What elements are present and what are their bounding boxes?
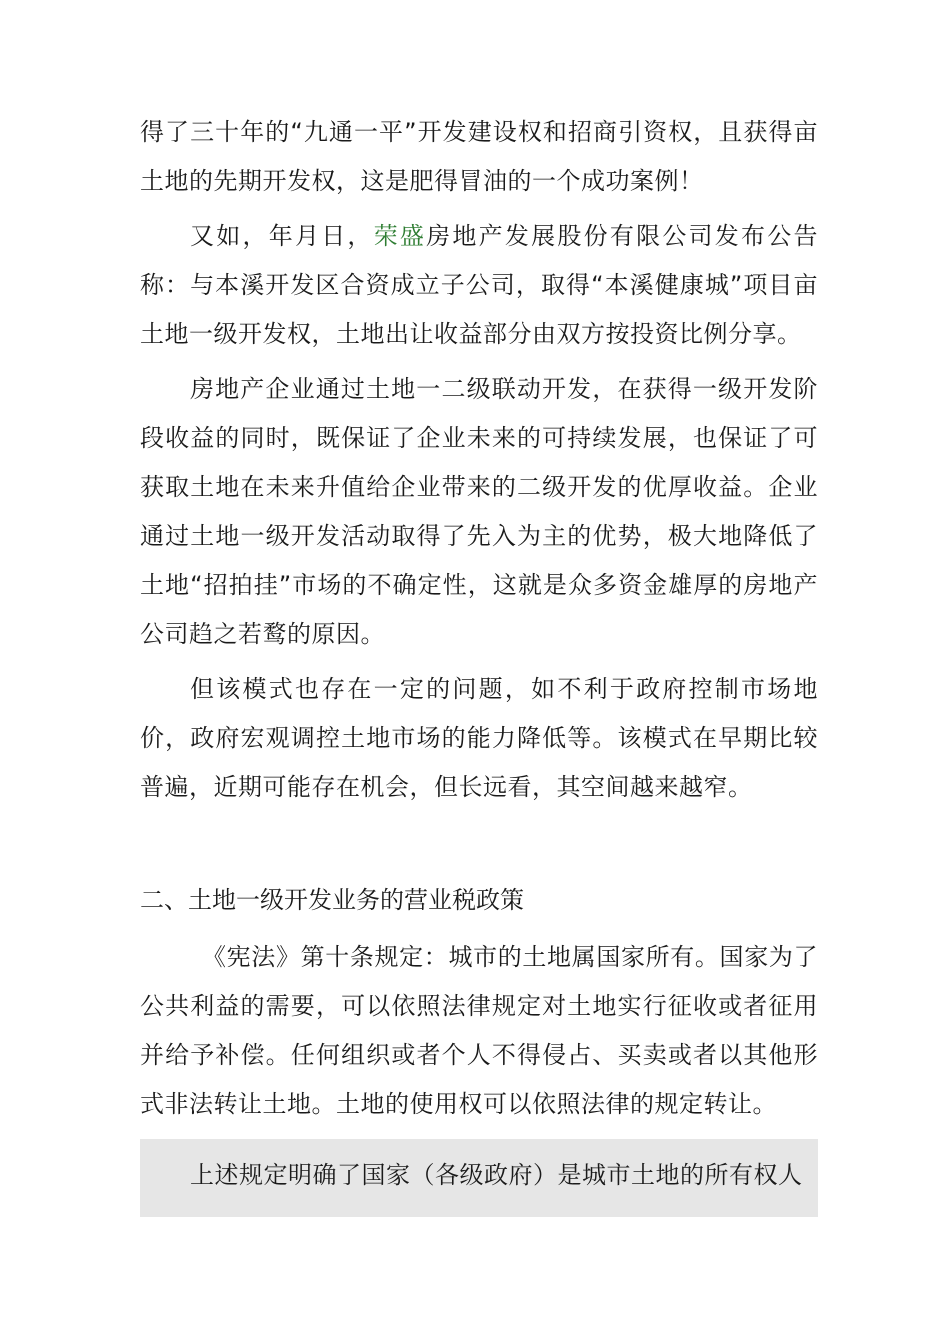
paragraph-case-summary: 得了三十年的“九通一平”开发建设权和招商引资权，且获得亩土地的先期开发权，这是肥得冒油的一个成功案例！: [140, 118, 818, 195]
document-page: [140, 108, 818, 1217]
paragraph-model-problems: 但该模式也存在一定的问题，如不利于政府控制市场地价，政府宏观调控土地市场的能力降低等。该模式在早期比较普遍，近期可能存在机会，但长远看，其空间越来越窄。: [140, 675, 818, 801]
paragraph-text: 房地产发展股份有限公司发布公告称：与本溪开发区合资成立子公司，取得“本溪健康城”项目亩土地一级开发权，土地出让收益部分由双方按投资比例分享。: [140, 222, 819, 348]
paragraph-text: 又如，年月日，: [190, 222, 374, 250]
section-heading: 二、土地一级开发业务的营业税政策: [140, 886, 524, 914]
paragraph-ownership: 上述规定明确了国家（各级政府）是城市土地的所有权人: [190, 1161, 803, 1189]
highlighted-block: [140, 1139, 818, 1217]
paragraph-rongsheng-example: [140, 212, 818, 359]
paragraph-linkage-development: 房地产企业通过土地一二级联动开发，在获得一级开发阶段收益的同时，既保证了企业未来的可持续发展，也保证了可获取土地在未来升值给企业带来的二级开发的优厚收益。企业通过土地一级开发活动取得了先入为主的优势，极大地降低了土地“招拍挂”市场的不确定性，这就是众多资金雄厚的房地产公司趋之若鹜的原因。: [140, 375, 818, 648]
company-link[interactable]: 荣盛: [373, 222, 427, 250]
paragraph-constitution: 《宪法》第十条规定：城市的土地属国家所有。国家为了公共利益的需要，可以依照法律规定对土地实行征收或者征用并给予补偿。任何组织或者个人不得侵占、买卖或者以其他形式非法转让土地。土地的使用权可以依照法律的规定转让。: [140, 943, 818, 1118]
